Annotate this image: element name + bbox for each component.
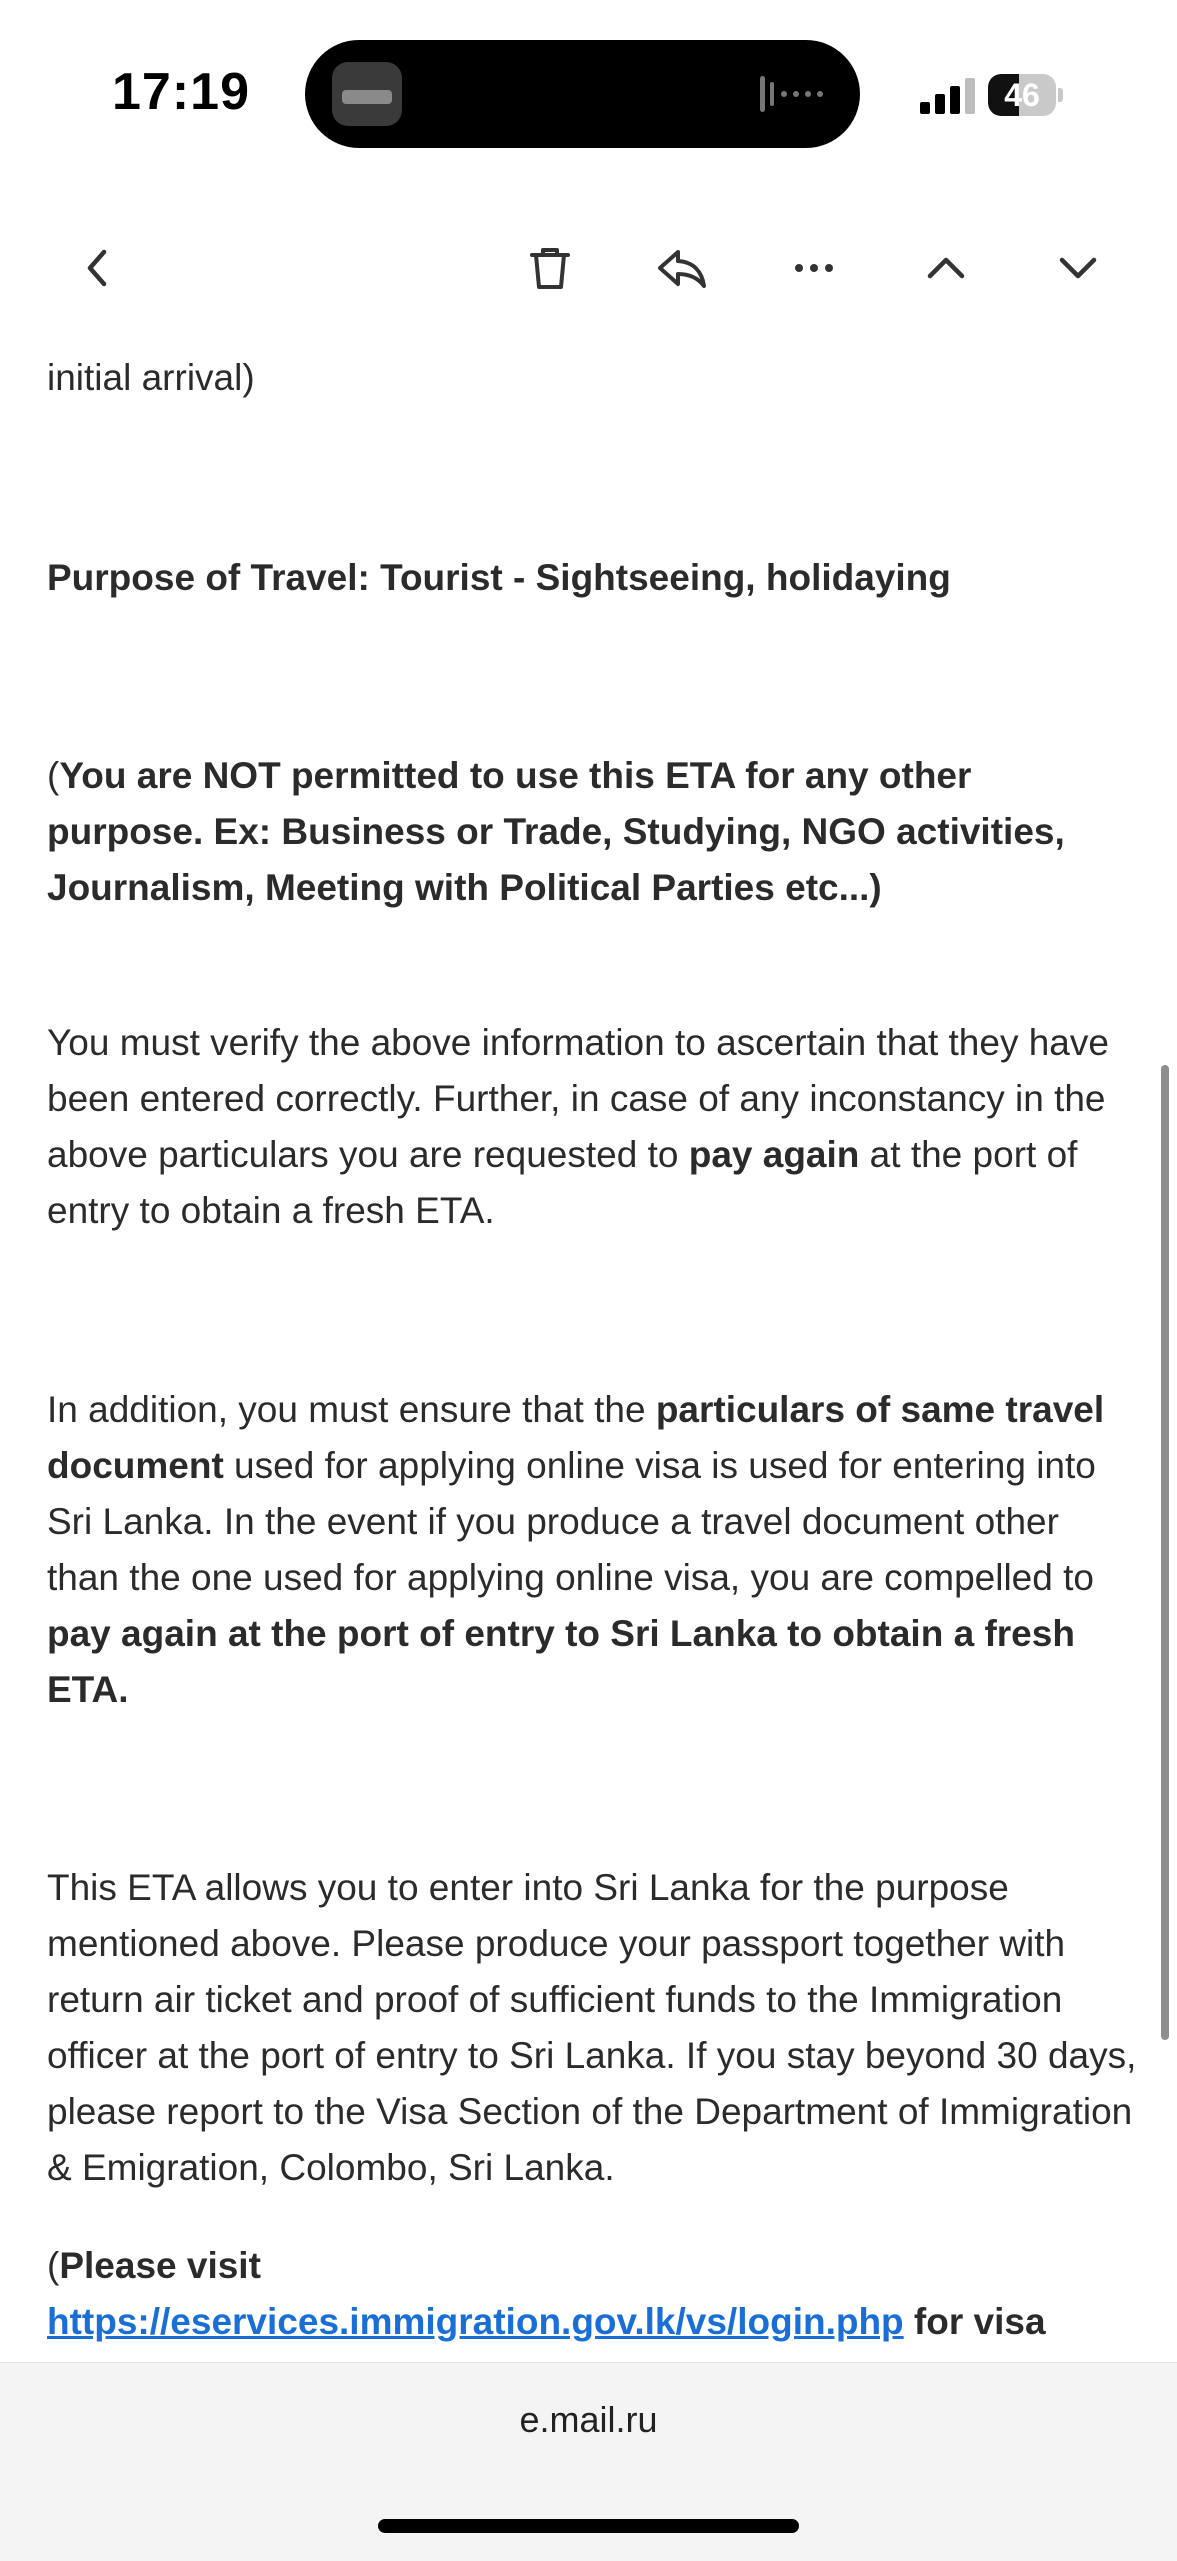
scrollbar[interactable] bbox=[1161, 1065, 1169, 2040]
chevron-up-icon bbox=[918, 240, 974, 296]
travel-doc-bold-end: pay again at the port of entry to Sri Lanka to obtain a fresh ETA. bbox=[47, 1613, 1075, 1710]
verify-text: You must verify the above information to ascertain that they have been entered correctly. Further, in case of any inconstancy in the above particulars you are requested to bbox=[47, 1022, 1109, 1175]
trash-icon bbox=[522, 240, 578, 296]
paragraph-arrival: initial arrival) bbox=[47, 357, 255, 398]
dynamic-island[interactable] bbox=[305, 40, 860, 148]
for-visa-text: for visa bbox=[903, 2301, 1046, 2342]
paragraph-not-permitted bbox=[47, 748, 1137, 916]
paragraph-please-visit bbox=[47, 2238, 1137, 2350]
paragraph-travel-document bbox=[47, 1382, 1137, 1718]
status-time: 17:19 bbox=[112, 63, 250, 121]
paragraph-verify bbox=[47, 1015, 1137, 1239]
reply-icon bbox=[654, 240, 710, 296]
status-bar bbox=[0, 0, 1177, 190]
verify-bold: pay again bbox=[688, 1134, 860, 1175]
paragraph-purpose bbox=[47, 550, 1137, 606]
cellular-signal-icon bbox=[920, 78, 976, 114]
more-icon bbox=[786, 240, 842, 296]
audio-wave-icon bbox=[758, 76, 828, 112]
more-button[interactable] bbox=[779, 233, 849, 303]
media-thumbnail-icon bbox=[332, 62, 402, 126]
battery-icon bbox=[988, 74, 1064, 116]
not-permitted-text: You are NOT permitted to use this ETA for any other purpose. Ex: Business or Trade, Studying, NGO activities, Journalism, Meeting with Political Parties etc...) bbox=[47, 755, 1065, 908]
previous-email-button[interactable] bbox=[911, 233, 981, 303]
travel-doc-bold: particulars of same travel document bbox=[47, 1389, 1105, 1486]
mail-toolbar bbox=[0, 215, 1177, 315]
address-domain[interactable]: e.mail.ru bbox=[519, 2399, 658, 2440]
paragraph-eta-allows: This ETA allows you to enter into Sri Lanka for the purpose mentioned above. Please produce your passport together with return air ticket and proof of sufficient funds to the Immigration officer at the port of entry to Sri Lanka. If you stay beyond 30 days, please report to the Visa Section of the Department of Immigration & Emigration, Colombo, Sri Lanka. bbox=[47, 1867, 1137, 2188]
reply-button[interactable] bbox=[647, 233, 717, 303]
home-indicator[interactable] bbox=[378, 2519, 799, 2533]
next-email-button[interactable] bbox=[1043, 233, 1113, 303]
back-button[interactable] bbox=[63, 233, 133, 303]
delete-button[interactable] bbox=[515, 233, 585, 303]
travel-doc-text: In addition, you must ensure that the bbox=[47, 1389, 656, 1430]
purpose-text: Purpose of Travel: Tourist - Sightseeing, holidaying bbox=[47, 557, 951, 598]
please-visit-text: Please visit bbox=[59, 2245, 261, 2286]
verify-text-end: at the port of entry to obtain a fresh ETA. bbox=[47, 1134, 1078, 1231]
battery-percent: 46 bbox=[1004, 77, 1040, 113]
paren-open-2: ( bbox=[47, 2245, 60, 2286]
eservices-link[interactable]: https://eservices.immigration.gov.lk/vs/login.php bbox=[47, 2301, 904, 2342]
chevron-down-icon bbox=[1050, 240, 1106, 296]
back-chevron-icon bbox=[70, 240, 126, 296]
travel-doc-text-mid: used for applying online visa is used for entering into Sri Lanka. In the event if you produce a travel document other than the one used for applying online visa, you are compelled to bbox=[47, 1445, 1096, 1598]
paren-open: ( bbox=[47, 755, 60, 796]
